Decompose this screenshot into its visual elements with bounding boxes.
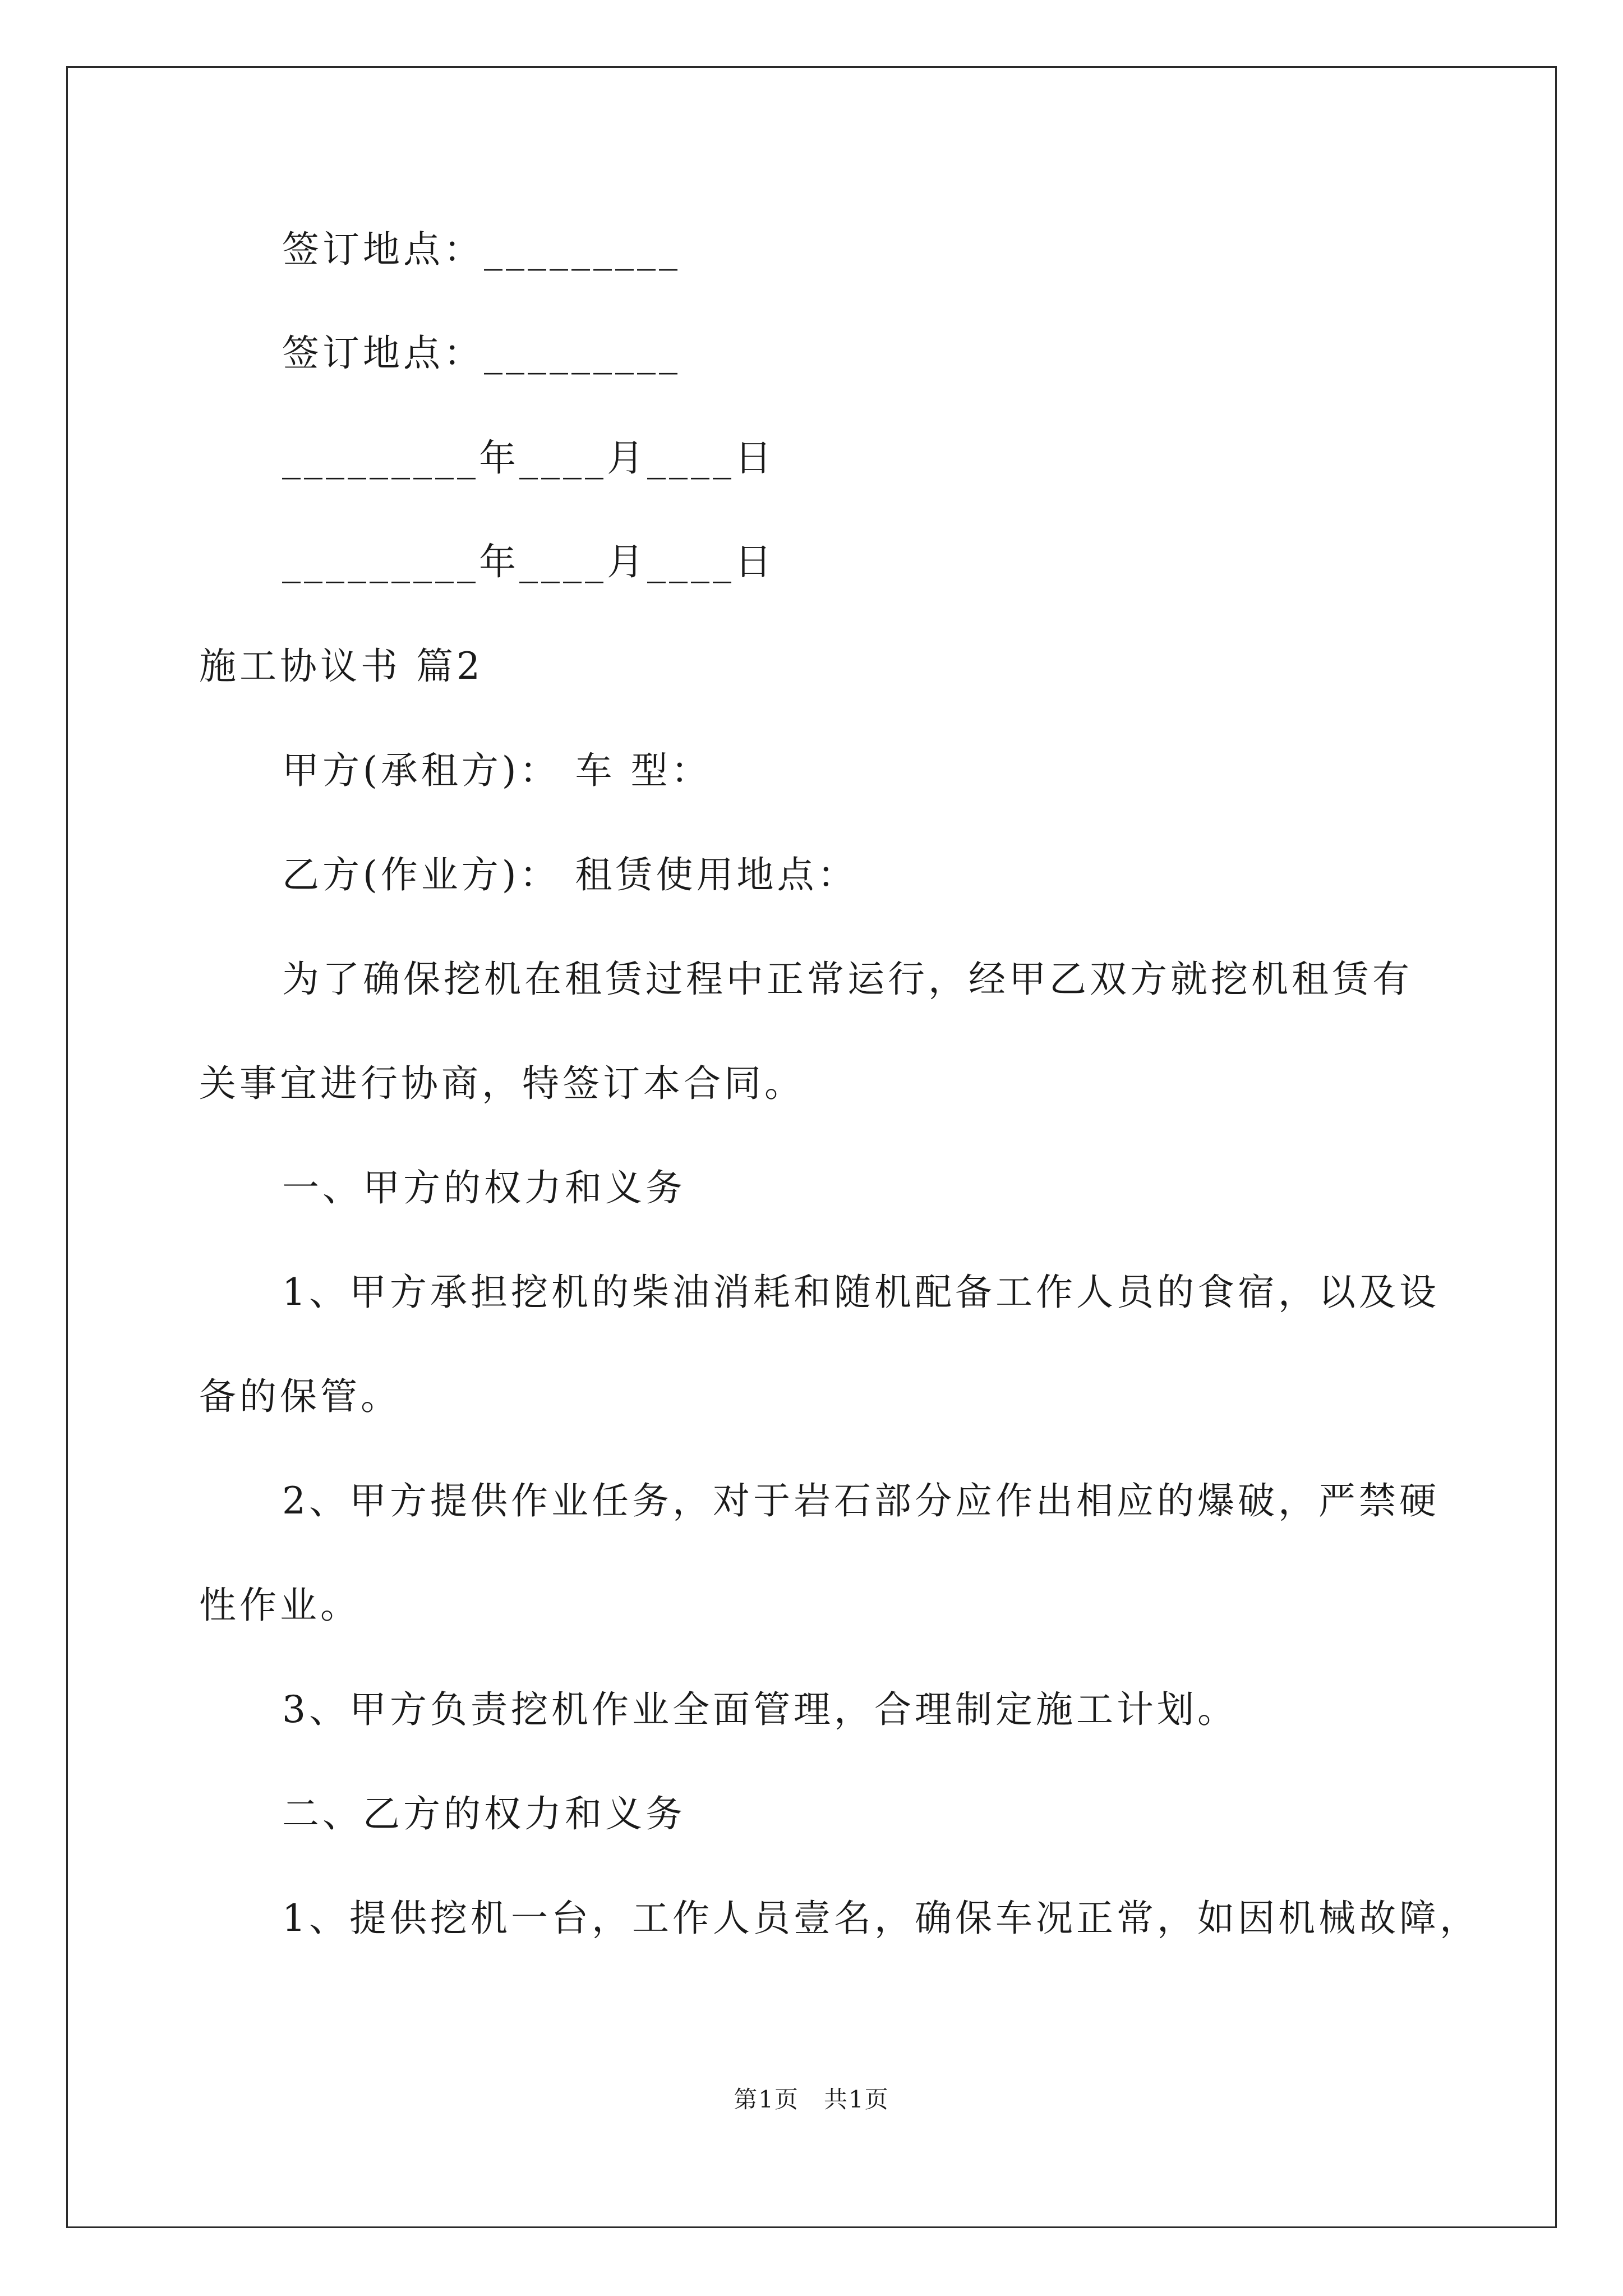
page-footer: 第1页 共1页 <box>734 2086 889 2113</box>
signing-place-line-2: 签订地点：_________ <box>282 332 681 375</box>
intro-paragraph-line-1: 为了确保挖机在租赁过程中正常运行，经甲乙双方就挖机租赁有 <box>282 958 1413 1001</box>
intro-paragraph-line-2: 关事宜进行协商，特签订本合同。 <box>199 1062 805 1105</box>
date-line-2: _________年____月____日 <box>282 540 775 583</box>
clause-1-2-line-1: 2、甲方提供作业任务，对于岩石部分应作出相应的爆破，严禁硬 <box>282 1479 1440 1522</box>
clause-1-1-line-1: 1、甲方承担挖机的柴油消耗和随机配备工作人员的食宿，以及设 <box>282 1271 1440 1314</box>
date-line-1: _________年____月____日 <box>282 436 775 480</box>
clause-heading-2: 二、乙方的权力和义务 <box>282 1792 686 1835</box>
clause-1-3: 3、甲方负责挖机作业全面管理，合理制定施工计划。 <box>282 1688 1238 1731</box>
clause-2-1-line-1: 1、提供挖机一台，工作人员壹名，确保车况正常，如因机械故障， <box>282 1897 1480 1940</box>
party-b-line: 乙方(作业方)： 租赁使用地点： <box>282 853 858 896</box>
clause-1-2-line-2: 性作业。 <box>199 1584 361 1627</box>
signing-place-line-1: 签订地点：_________ <box>282 228 681 271</box>
clause-1-1-line-2: 备的保管。 <box>199 1375 401 1418</box>
clause-heading-1: 一、甲方的权力和义务 <box>282 1166 686 1209</box>
party-a-line: 甲方(承租方)： 车 型： <box>282 749 712 792</box>
section-heading: 施工协议书 篇2 <box>199 645 483 688</box>
